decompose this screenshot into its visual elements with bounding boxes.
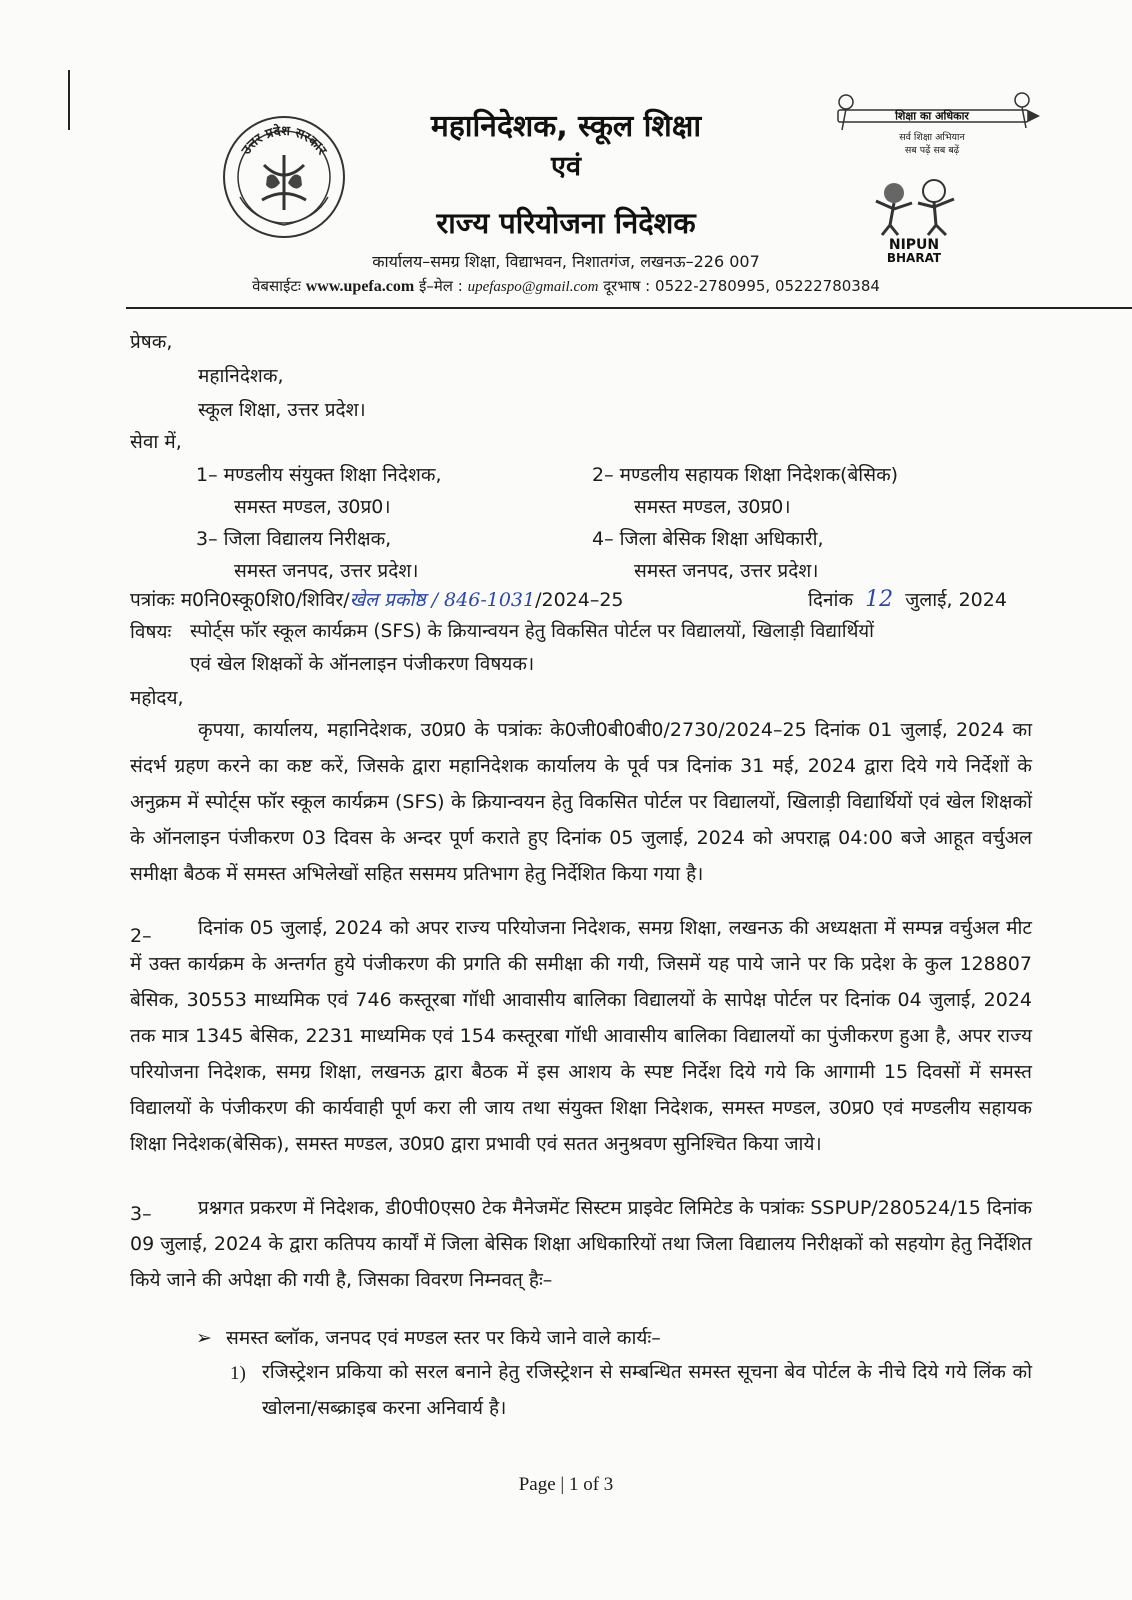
- header-title-line3: राज्य परियोजना निदेशक: [436, 206, 696, 240]
- rte-line2: सब पढ़ें सब बढ़ें: [904, 145, 960, 156]
- page-number: Page | 1 of 3: [518, 1474, 614, 1495]
- header-title-line1: महानिदेशक, स्कूल शिक्षा: [430, 109, 702, 144]
- paragraph-1: कृपया, कार्यालय, महानिदेशक, उ0प्र0 के पत्रांकः के0जी0बी0बी0/2730/2024–25 दिनांक 01 जुलाई, 2024 का संदर्भ ग्रहण करने का कष्ट करें, जिसके द्वारा महानिदेशक कार्यालय के पूर्व पत्र दिनांक 31 मई, 2024 द्वारा दिये गये निर्देशों के अनुक्रम में स्पोर्ट्स फॉर स्कूल कार्यक्रम (SFS) के क्रियान्वयन हेतु विकसित पोर्टल पर विद्यालयों, खिलाड़ी विद्यार्थियों एवं खेल शिक्षकों के ऑनलाइन पंजीकरण 03 दिवस के अन्दर पूर्ण कराते हुए दिनांक 05 जुलाई, 2024 को अपराह्न 04:00 बजे आहूत वर्चुअल समीक्षा बैठक में समस्त अभिलेखों सहित ससमय प्रतिभाग हेतु निर्देशित किया गया है।: [130, 719, 1032, 885]
- ref-suffix: /2024–25: [535, 589, 624, 611]
- phone-label: दूरभाष :: [603, 277, 651, 295]
- recipient-3-line1: 3– जिला विद्यालय निरीक्षक,: [196, 528, 392, 550]
- item-1: रजिस्ट्रेशन प्रकिया को सरल बनाने हेतु रजिस्ट्रेशन से सम्बन्धित समस्त सूचना बेव पोर्टल के नीचे दिये गये लिंक को खोलना/सब्क्राइब करना अनिवार्य है।: [262, 1361, 1032, 1419]
- paragraph-2: दिनांक 05 जुलाई, 2024 को अपर राज्य परियोजना निदेशक, समग्र शिक्षा, लखनऊ की अध्यक्षता में सम्पन्न वर्चुअल मीट में उक्त कार्यक्रम के अन्तर्गत हुये पंजीकरण की प्रगति की समीक्षा की गयी, जिसमें यह पाये जाने पर कि प्रदेश के कुल 128807 बेसिक, 30553 माध्यमिक एवं 746 कस्तूरबा गॉधी आवासीय बालिका विद्यालयों के सापेक्ष पोर्टल पर दिनांक 04 जुलाई, 2024 तक मात्र 1345 बेसिक, 2231 माध्यमिक एवं 154 कस्तूरबा गॉधी आवासीय बालिका विद्यालयों का पुंजीकरण हुआ है, अपर राज्य परियोजना निदेशक, समग्र शिक्षा, लखनऊ द्वारा बैठक में इस आशय के स्पष्ट निर्देश दिये गये कि आगामी 15 दिवसों में समस्त विद्यालयों के पंजीकरण की कार्यवाही पूर्ण करा ली जाय तथा संयुक्त शिक्षा निदेशक, समस्त मण्डल, उ0प्र0 एवं मण्डलीय सहायक शिक्षा निदेशक(बेसिक), समस्त मण्डल, उ0प्र0 द्वारा प्रभावी एवं सतत अनुश्रवण सुनिश्चित किया जाये।: [130, 917, 1032, 1155]
- rte-title: शिक्षा का अधिकार: [895, 109, 969, 123]
- header-divider: [126, 307, 1132, 309]
- header-title-line2: एवं: [551, 151, 581, 182]
- sender-label: प्रेषक,: [130, 331, 173, 353]
- email-label: ई–मेल :: [418, 277, 463, 295]
- office-address: कार्यालय–समग्र शिक्षा, विद्याभवन, निशातगंज, लखनऊ–226 007: [372, 252, 760, 271]
- recipient-1-line2: समस्त मण्डल, उ0प्र0।: [234, 496, 391, 518]
- recipient-4-line2: समस्त जनपद, उत्तर प्रदेश।: [634, 560, 819, 582]
- to-label: सेवा में,: [130, 431, 182, 453]
- subject-label: विषयः: [130, 621, 172, 643]
- bullet-arrow-icon: ➢: [196, 1327, 212, 1349]
- sender-line1: महानिदेशक,: [198, 365, 284, 387]
- date-label: दिनांक: [808, 589, 854, 611]
- nipun-line2: BHARAT: [886, 251, 942, 265]
- date-handwritten: 12: [865, 587, 894, 612]
- date-suffix: जुलाई, 2024: [905, 589, 1007, 611]
- recipient-3-line2: समस्त जनपद, उत्तर प्रदेश।: [234, 560, 419, 582]
- bullet-text: समस्त ब्लॉक, जनपद एवं मण्डल स्तर पर किये जाने वाले कार्यः–: [226, 1327, 661, 1349]
- recipient-2-line1: 2– मण्डलीय सहायक शिक्षा निदेशक(बेसिक): [592, 464, 899, 486]
- reference-line: [130, 584, 624, 616]
- website-label: वेबसाईटः: [252, 277, 301, 295]
- recipient-1-line1: 1– मण्डलीय संयुक्त शिक्षा निदेशक,: [196, 464, 442, 486]
- subject-line2: एवं खेल शिक्षकों के ऑनलाइन पंजीकरण विषयक।: [190, 653, 535, 675]
- sender-line2: स्कूल शिक्षा, उत्तर प्रदेश।: [198, 399, 366, 421]
- item-1-number: 1): [230, 1363, 246, 1384]
- ref-handwritten: खेल प्रकोष्ठ / 846-1031: [349, 589, 536, 611]
- nipun-line1: NIPUN: [888, 237, 940, 253]
- nipun-bharat-logo: [862, 175, 966, 265]
- recipient-2-line2: समस्त मण्डल, उ0प्र0।: [634, 496, 791, 518]
- ref-printed: म0नि0स्कू0शि0/शिविर/: [180, 589, 350, 611]
- website: www.upefa.com: [305, 278, 415, 295]
- rte-line1: सर्व शिक्षा अभियान: [899, 132, 965, 143]
- ref-label: पत्रांकः: [130, 589, 175, 611]
- paragraph-3-number: 3–: [130, 1203, 152, 1225]
- rte-logo: [832, 90, 1042, 162]
- paragraph-2-number: 2–: [130, 925, 152, 947]
- subject-line1: स्पोर्ट्स फॉर स्कूल कार्यक्रम (SFS) के क्रियान्वयन हेतु विकसित पोर्टल पर विद्यालयों, खिलाड़ी विद्यार्थियों: [190, 621, 874, 642]
- emblem-text: उत्तर प्रदेश सरकार: [238, 123, 330, 158]
- paragraph-3: प्रश्नगत प्रकरण में निदेशक, डी0पी0एस0 टेक मैनेजमेंट सिस्टम प्राइवेट लिमिटेड के पत्रांकः SSPUP/280524/15 दिनांक 09 जुलाई, 2024 के द्वारा कतिपय कार्यों में जिला बेसिक शिक्षा अधिकारियों तथा जिला विद्यालय निरीक्षकों को सहयोग हेतु निर्देशित किये जाने की अपेक्षा की गयी है, जिसका विवरण निम्नवत् हैः–: [130, 1197, 1032, 1291]
- salutation: महोदय,: [130, 687, 184, 709]
- email: upefaspo@gmail.com: [467, 279, 599, 295]
- date-line: [808, 584, 1007, 616]
- contact-line: [0, 276, 1132, 296]
- recipient-4-line1: 4– जिला बेसिक शिक्षा अधिकारी,: [592, 528, 824, 550]
- phone: 0522-2780995, 05222780384: [655, 277, 880, 295]
